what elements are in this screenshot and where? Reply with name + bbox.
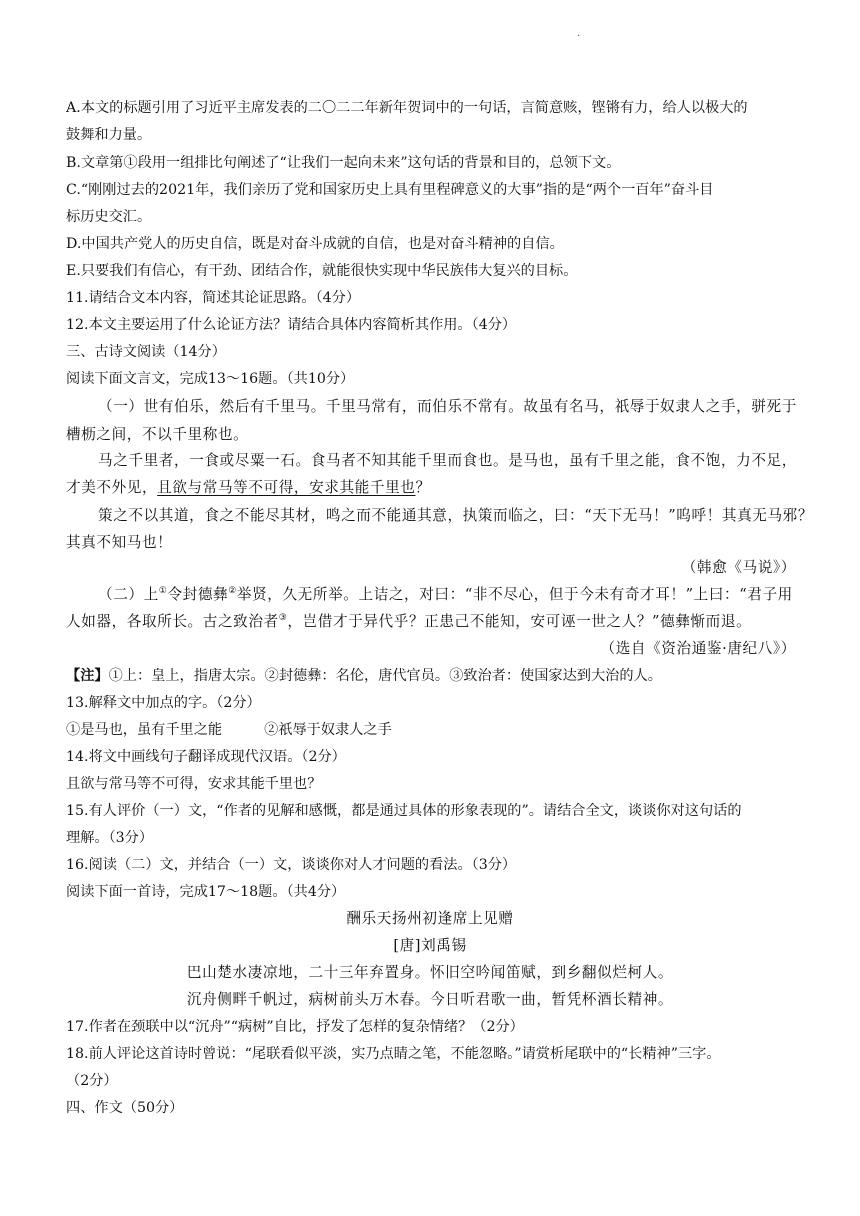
passage-4-text-e: ，岂借才于异代乎？正患己不能知，安可诬一世之人？”德彝惭而退。	[287, 613, 752, 630]
question-13-item-1: ①是马也，虽有千里之能	[66, 722, 223, 738]
passage-4-text-a: （二）上	[98, 586, 159, 603]
question-11: 11.请结合文本内容，简述其论证思路。（4分）	[66, 290, 361, 306]
question-13-item-2: ②祇辱于奴隶人之手	[264, 722, 392, 738]
passage-4-text-d: 人如器，各取所长。古之致治者	[66, 613, 279, 630]
option-a-line1: A.本文的标题引用了习近平主席发表的二〇二二年新年贺词中的一句话，言简意赅，铿锵有力，给人以极大的	[66, 100, 748, 116]
poem-intro: 阅读下面一首诗，完成17～18题。（共4分）	[66, 884, 346, 900]
passage-3-line2: 其真不知马也！	[66, 534, 173, 551]
underlined-sentence: 且欲与常马等不可得，安求其能千里也	[157, 479, 416, 496]
section-4-heading: 四、作文（50分）	[66, 1100, 184, 1116]
source-1: （韩愈《马说》）	[681, 559, 796, 576]
passage-4-text-c: 举贤，久无所举。上诘之，对曰：“非不尽心，但于今未有奇才耳！”上曰：“君子用	[236, 586, 793, 603]
passage-1-line2: 槽枥之间，不以千里称也。	[66, 426, 249, 443]
question-15-line2: 理解。（3分）	[66, 830, 154, 846]
footnote-ref-3: ③	[278, 613, 288, 624]
passage-4-line2	[66, 612, 800, 632]
option-a-line2: 鼓舞和力量。	[66, 127, 152, 143]
header-mark: .	[577, 28, 581, 39]
question-16: 16.阅读（二）文，并结合（一）文，谈谈你对人才问题的看法。（3分）	[66, 857, 517, 873]
option-c-line2: 标历史交汇。	[66, 209, 152, 225]
passage-2-punct: ？	[415, 479, 431, 496]
option-e: E.只要我们有信心，有干劲、团结合作，就能很快实现中华民族伟大复兴的目标。	[66, 263, 578, 279]
section-3-heading: 三、古诗文阅读（14分）	[66, 344, 226, 360]
question-15-line1: 15.有人评价（一）文，“作者的见解和感慨，都是通过具体的形象表现的”。请结合全文，谈谈你对这句话的	[66, 803, 742, 819]
footnote-ref-1: ①	[158, 586, 168, 597]
option-b: B.文章第①段用一组排比句阐述了“让我们一起向未来”这句话的背景和目的，总领下文。	[66, 155, 621, 171]
passage-3-line1: 策之不以其道，食之不能尽其材，鸣之而不能通其意，执策而临之，曰：“天下无马！”呜呼！其真无马邪？	[98, 507, 814, 524]
passage-4-line1	[98, 585, 800, 605]
poem-title: 酬乐天扬州初逢席上见赠	[346, 910, 514, 927]
question-18-line2: （2分）	[66, 1073, 118, 1089]
passage-2-line1: 马之千里者，一食或尽粟一石。食马者不知其能千里而食也。是马也，虽有千里之能，食不饱，力不足，	[98, 452, 797, 469]
question-17: 17.作者在颈联中以“沉舟”“病树”自比，抒发了怎样的复杂情绪？（2分）	[66, 1019, 524, 1035]
classical-intro: 阅读下面文言文，完成13～16题。（共10分）	[66, 371, 355, 387]
poem-line-1: 巴山楚水凄凉地，二十三年弃置身。怀旧空吟闻笛赋，到乡翻似烂柯人。	[186, 964, 674, 981]
poem-line-2: 沉舟侧畔千帆过，病树前头万木春。今日听君歌一曲，暂凭杯酒长精神。	[186, 991, 674, 1008]
footnote-ref-2: ②	[228, 586, 237, 597]
question-13: 13.解释文中加点的字。（2分）	[66, 695, 261, 711]
source-2: （选自《资治通鉴·唐纪八》）	[600, 640, 796, 657]
annotation-text: ①上：皇上，指唐太宗。②封德彝：名伦，唐代官员。③致治者：使国家达到大治的人。	[108, 668, 662, 684]
annotation	[66, 666, 800, 686]
passage-2-text: 才美不外见，	[66, 479, 158, 496]
option-d: D.中国共产党人的历史自信，既是对奋斗成就的自信，也是对奋斗精神的自信。	[66, 236, 564, 252]
question-14: 14.将文中画线句子翻译成现代汉语。（2分）	[66, 749, 346, 765]
question-14-sentence: 且欲与常马等不可得，安求其能千里也？	[66, 776, 322, 792]
question-12: 12.本文主要运用了什么论证方法？请结合具体内容简析其作用。（4分）	[66, 317, 517, 333]
passage-2-line2	[66, 478, 800, 498]
option-c-line1: C.“刚刚过去的2021年，我们亲历了党和国家历史上具有里程碑意义的大事”指的是“两个一百年”奋斗目	[66, 182, 714, 198]
poem-author: [唐]刘禹锡	[393, 937, 467, 954]
passage-1-line1: （一）世有伯乐，然后有千里马。千里马常有，而伯乐不常有。故虽有名马，祇辱于奴隶人之手，骈死于	[98, 398, 797, 415]
annotation-label: 【注】	[66, 668, 109, 684]
question-13-items	[66, 720, 800, 740]
passage-4-text-b: 令封德彝	[167, 586, 229, 603]
question-18-line1: 18.前人评论这首诗时曾说：“尾联看似平淡，实乃点睛之笔，不能忽略。”请赏析尾联中的“长精神”三字。	[66, 1046, 721, 1062]
